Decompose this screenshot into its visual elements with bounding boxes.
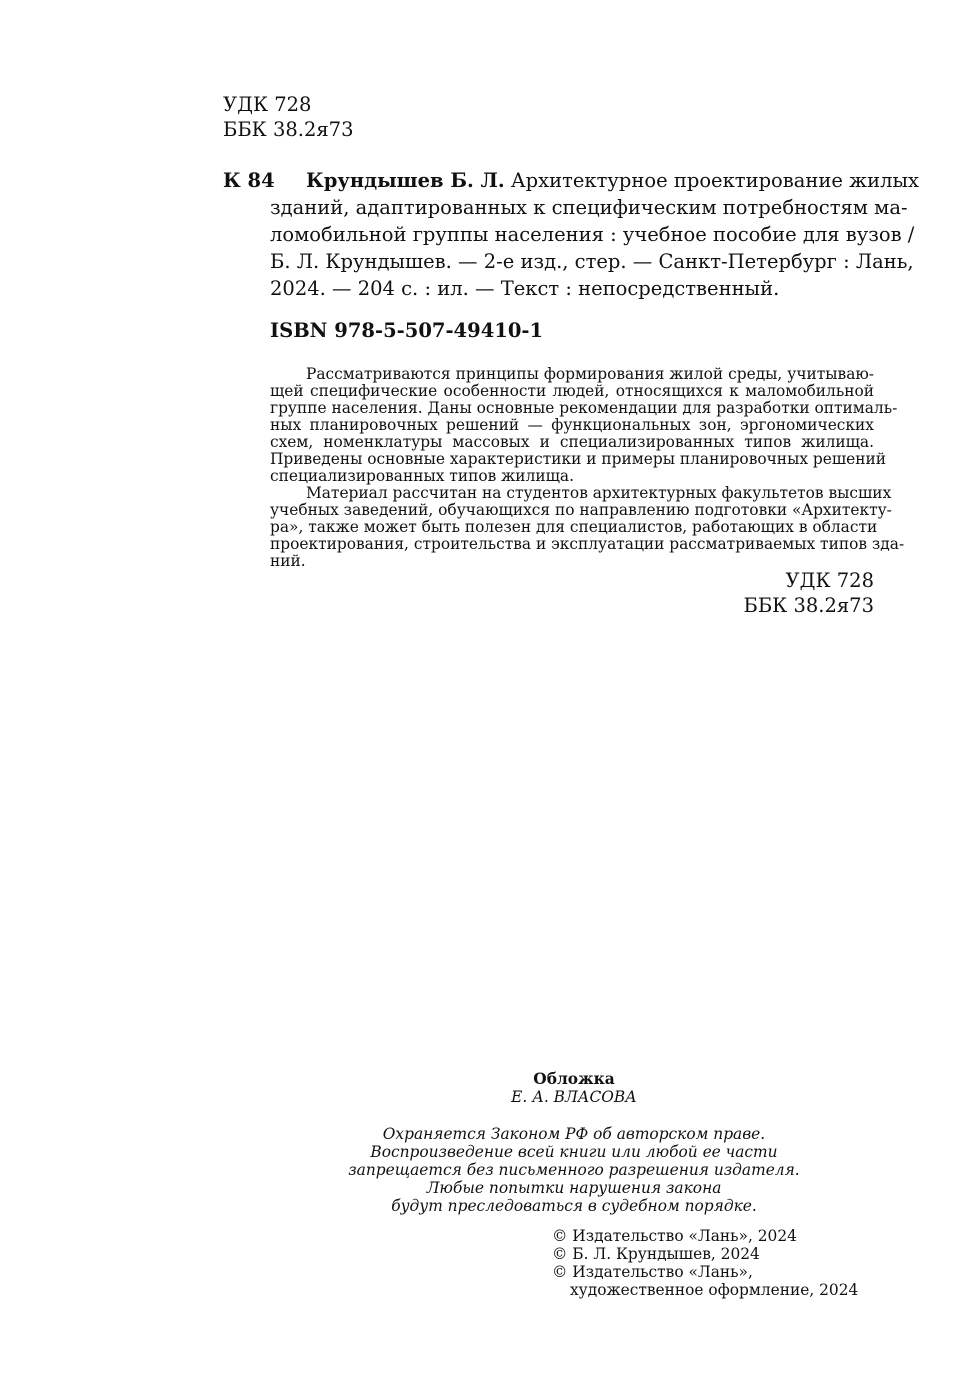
rights-line: запрещается без письменного разрешения издателя. <box>348 1161 800 1179</box>
abstract-line: щей специфические особенности людей, относящихся к маломобильной <box>270 382 874 400</box>
abstract-line: ний. <box>270 552 306 570</box>
copyright-line: © Б. Л. Крундышев, 2024 <box>552 1245 760 1263</box>
abstract-line: группе населения. Даны основные рекомендации для разработки оптималь- <box>270 399 898 417</box>
cover-credit <box>374 1070 774 1106</box>
rights-line: Воспроизведение всей книги или любой ее части <box>370 1143 778 1161</box>
bib-line-1 <box>306 167 919 194</box>
bbk-code: ББК 38.2я73 <box>743 594 874 617</box>
copyright-line: © Издательство «Лань», 2024 <box>552 1227 797 1245</box>
bib-line-2: зданий, адаптированных к специфическим потребностям ма- <box>270 196 908 219</box>
udk-code: УДК 728 <box>223 93 312 116</box>
rights-line: Любые попытки нарушения закона <box>426 1179 722 1197</box>
classification-top <box>223 92 353 142</box>
bib-title-start: Архитектурное проектирование жилых <box>510 169 919 192</box>
cover-label: Обложка <box>533 1070 615 1088</box>
bib-line-3: ломобильной группы населения : учебное пособие для вузов / <box>270 223 915 246</box>
author-mark: К 84 <box>223 169 275 192</box>
classification-bottom <box>744 568 874 618</box>
udk-code: УДК 728 <box>785 569 874 592</box>
abstract-line: ра», также может быть полезен для специалистов, работающих в области <box>270 518 878 536</box>
bib-line-4: Б. Л. Крундышев. — 2-е изд., стер. — Санкт-Петербург : Лань, <box>270 250 914 273</box>
abstract-line: учебных заведений, обучающихся по направлению подготовки «Архитекту- <box>270 501 892 519</box>
rights-line: Охраняется Законом РФ об авторском праве. <box>382 1125 766 1143</box>
copyright-block <box>552 1227 858 1299</box>
rights-notice <box>324 1125 824 1215</box>
cover-designer: Е. А. ВЛАСОВА <box>511 1088 637 1106</box>
abstract-line: Рассматриваются принципы формирования жилой среды, учитываю- <box>306 365 874 383</box>
copyright-line: © Издательство «Лань», <box>552 1263 753 1281</box>
abstract-line: специализированных типов жилища. <box>270 467 574 485</box>
abstract-line: схем, номенклатуры массовых и специализированных типов жилища. <box>270 433 874 451</box>
bib-line-5: 2024. — 204 с. : ил. — Текст : непосредственный. <box>270 277 780 300</box>
bbk-code: ББК 38.2я73 <box>223 118 354 141</box>
author-name: Крундышев Б. Л. <box>306 169 505 192</box>
copyright-line: художественное оформление, 2024 <box>570 1281 859 1299</box>
isbn: ISBN 978-5-507-49410-1 <box>270 319 544 342</box>
abstract-line: Приведены основные характеристики и примеры планировочных решений <box>270 450 887 468</box>
rights-line: будут преследоваться в судебном порядке. <box>391 1197 757 1215</box>
abstract-line: ных планировочных решений — функциональных зон, эргономических <box>270 416 874 434</box>
abstract-line: Материал рассчитан на студентов архитектурных факультетов высших <box>306 484 892 502</box>
abstract-line: проектирования, строительства и эксплуатации рассматриваемых типов зда- <box>270 535 905 553</box>
